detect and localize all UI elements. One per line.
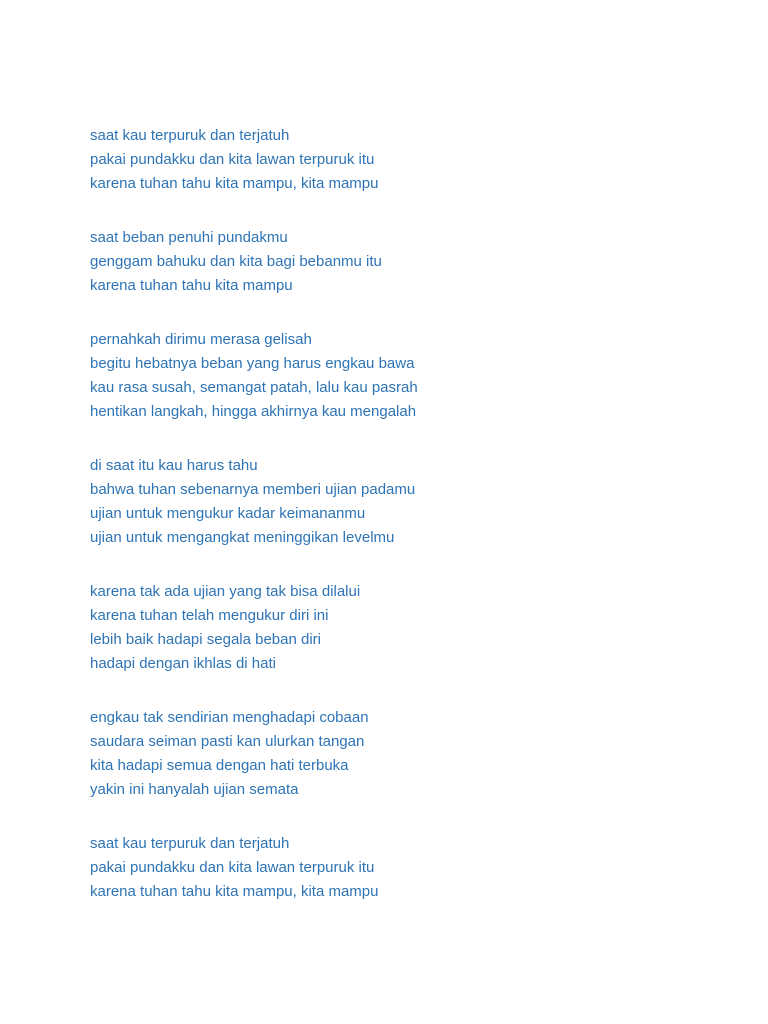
lyric-line: genggam bahuku dan kita bagi bebanmu itu [90, 253, 382, 270]
lyric-line: karena tuhan telah mengukur diri ini [90, 607, 329, 624]
lyric-line: hadapi dengan ikhlas di hati [90, 655, 276, 672]
lyric-line: pernahkah dirimu merasa gelisah [90, 331, 312, 348]
lyric-line: pakai pundakku dan kita lawan terpuruk itu [90, 151, 375, 168]
lyric-line: yakin ini hanyalah ujian semata [90, 781, 299, 798]
lyric-line: begitu hebatnya beban yang harus engkau bawa [90, 355, 415, 372]
lyric-line: saudara seiman pasti kan ulurkan tangan [90, 733, 365, 750]
lyric-line: ujian untuk mengukur kadar keimananmu [90, 505, 366, 522]
stanza-6 [90, 706, 730, 802]
lyric-line: pakai pundakku dan kita lawan terpuruk itu [90, 859, 375, 876]
lyric-line: bahwa tuhan sebenarnya memberi ujian padamu [90, 481, 416, 498]
stanza-2 [90, 226, 730, 298]
lyric-line: saat kau terpuruk dan terjatuh [90, 835, 290, 852]
lyric-line: karena tuhan tahu kita mampu, kita mampu [90, 175, 379, 192]
stanza-7 [90, 832, 730, 904]
lyric-line: ujian untuk mengangkat meninggikan levelmu [90, 529, 395, 546]
stanza-1 [90, 124, 730, 196]
stanza-5 [90, 580, 730, 676]
lyric-line: kita hadapi semua dengan hati terbuka [90, 757, 349, 774]
lyric-line: di saat itu kau harus tahu [90, 457, 258, 474]
lyric-line: karena tuhan tahu kita mampu [90, 277, 293, 294]
lyrics-body [90, 124, 730, 934]
stanza-3 [90, 328, 730, 424]
lyric-line: saat kau terpuruk dan terjatuh [90, 127, 290, 144]
lyric-line: hentikan langkah, hingga akhirnya kau mengalah [90, 403, 417, 420]
lyric-line: engkau tak sendirian menghadapi cobaan [90, 709, 369, 726]
stanza-4 [90, 454, 730, 550]
lyric-line: lebih baik hadapi segala beban diri [90, 631, 322, 648]
lyric-line: karena tak ada ujian yang tak bisa dilalui [90, 583, 361, 600]
lyric-line: kau rasa susah, semangat patah, lalu kau pasrah [90, 379, 418, 396]
lyric-line: saat beban penuhi pundakmu [90, 229, 288, 246]
lyric-line: karena tuhan tahu kita mampu, kita mampu [90, 883, 379, 900]
